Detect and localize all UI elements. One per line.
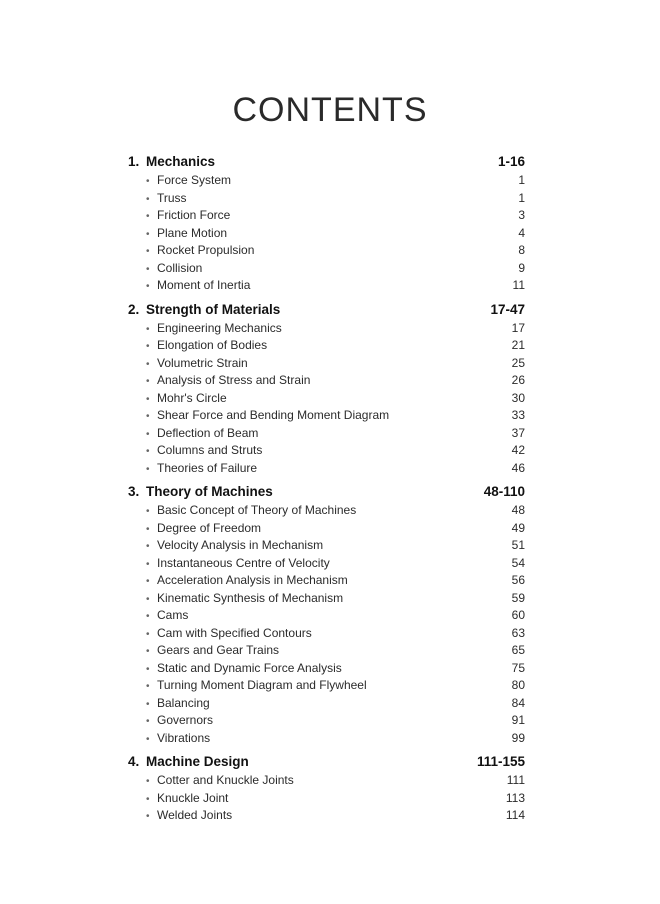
topic-entry [128,772,294,791]
bullet-icon: • [146,698,150,710]
topic-entry [128,320,282,339]
topic-row [128,207,525,225]
page-title: CONTENTS [232,91,428,129]
topic-entry [128,460,257,479]
topic-row [128,225,525,243]
bullet-icon: • [146,576,150,587]
topic-page-number: 63 [511,625,525,640]
bullet-icon: • [146,176,150,187]
bullet-icon: • [146,506,150,517]
topic-row [128,772,525,790]
topic-name: Cotter and Knuckle Joints [157,773,294,787]
topic-page-number: 46 [511,460,525,475]
topic-row [128,660,525,678]
topic-name: Mohr's Circle [157,390,227,405]
topic-page-number: 84 [511,695,525,710]
topic-page-number: 111 [506,773,525,787]
topic-name: Balancing [157,695,210,710]
bullet-icon: • [146,446,150,457]
topic-entry [128,572,348,591]
topic-page-number: 91 [511,713,525,727]
topic-page-number: 4 [518,225,525,240]
bullet-icon: • [146,611,150,622]
topic-page-number: 60 [511,608,525,622]
topic-row [128,712,525,730]
topic-name: Acceleration Analysis in Mechanism [157,573,348,587]
bullet-icon: • [146,628,150,640]
chapter-number: 4. [128,754,140,769]
bullet-icon: • [146,376,150,387]
topic-row [128,407,525,425]
topic-name: Shear Force and Bending Moment Diagram [157,408,390,422]
topic-row [128,520,525,538]
topic-page-number: 25 [511,355,525,370]
topic-page-number: 9 [518,260,525,275]
topic-row [128,190,525,208]
topic-entry [128,660,342,679]
chapter-section [128,300,525,478]
topic-entry [128,807,232,826]
bullet-icon: • [146,463,150,475]
bullet-icon: • [146,193,150,205]
bullet-icon: • [146,411,150,422]
topic-row [128,425,525,443]
topic-row [128,277,525,295]
chapter-section [128,482,525,747]
topic-entry [128,442,262,461]
chapter-page-range: 48-110 [483,484,525,499]
bullet-icon: • [146,211,150,222]
topic-row [128,695,525,713]
topic-page-number: 80 [511,678,525,692]
topic-name: Rocket Propulsion [157,243,255,257]
topic-name: Static and Dynamic Force Analysis [157,660,342,675]
topic-row [128,337,525,355]
bullet-icon: • [146,558,150,570]
topic-row [128,590,525,608]
topic-page-number: 3 [518,208,525,222]
topic-page-number: 51 [511,538,525,552]
topic-entry [128,537,323,556]
topic-page-number: 75 [511,660,525,675]
bullet-icon: • [146,428,150,440]
bullet-icon: • [146,681,150,692]
topic-row [128,320,525,338]
topic-row [128,242,525,260]
topic-page-number: 65 [511,643,525,657]
topic-page-number: 56 [511,573,525,587]
topic-name: Cam with Specified Contours [157,625,312,640]
bullet-icon: • [146,263,150,275]
topic-row [128,642,525,660]
topic-row [128,390,525,408]
topic-name: Moment of Inertia [157,278,251,292]
topic-page-number: 26 [511,373,525,387]
topic-name: Friction Force [157,208,231,222]
topic-row [128,260,525,278]
chapter-name: Theory of Machines [146,484,273,499]
topic-name: Truss [157,190,187,205]
chapter-name: Mechanics [146,154,216,169]
topic-page-number: 17 [511,320,525,335]
chapter-title [128,482,273,502]
topic-name: Vibrations [157,730,211,745]
topic-row [128,460,525,478]
chapter-number: 3. [128,484,140,499]
chapter-page-range: 111-155 [476,754,525,769]
chapter-title [128,300,280,320]
bullet-icon: • [146,228,150,240]
topic-name: Theories of Failure [157,460,258,475]
chapter-section [128,752,525,825]
topic-page-number: 59 [511,590,525,605]
chapter-number: 2. [128,301,140,317]
chapter-page-range: 17-47 [490,301,525,317]
topic-name: Plane Motion [157,225,228,240]
topic-row [128,790,525,808]
topic-page-number: 48 [511,503,525,517]
topic-name: Basic Concept of Theory of Machines [157,503,357,517]
chapter-number: 1. [128,154,140,169]
topic-row [128,625,525,643]
topic-page-number: 1 [518,190,525,205]
chapter-title [128,752,249,772]
topic-entry [128,520,261,539]
bullet-icon: • [146,523,150,535]
topic-page-number: 99 [511,730,525,745]
bullet-icon: • [146,716,150,727]
topic-row [128,537,525,555]
topic-entry [128,207,230,226]
topic-name: Force System [157,173,232,187]
topic-name: Velocity Analysis in Mechanism [157,538,324,552]
topic-row [128,607,525,625]
topic-row [128,677,525,695]
topic-row [128,807,525,825]
topic-entry [128,555,330,574]
topic-entry [128,172,231,191]
topic-row [128,372,525,390]
topic-page-number: 114 [505,808,525,822]
topic-page-number: 37 [511,425,525,440]
topic-name: Deflection of Beam [157,425,259,440]
chapter-name: Strength of Materials [146,301,281,317]
bullet-icon: • [146,733,150,745]
topic-page-number: 33 [511,408,525,422]
topic-entry [128,390,227,409]
topic-name: Instantaneous Centre of Velocity [157,555,330,570]
topic-name: Cams [157,608,189,622]
topic-entry [128,337,267,356]
topic-entry [128,425,258,444]
chapter-heading [128,300,525,320]
topic-name: Turning Moment Diagram and Flywheel [157,678,367,692]
topic-entry [128,372,310,391]
bullet-icon: • [146,281,150,292]
topic-entry [128,730,210,749]
table-of-contents [128,152,525,825]
chapter-page-range: 1-16 [497,154,525,169]
chapter-title [128,152,215,172]
bullet-icon: • [146,811,150,822]
topic-page-number: 30 [511,390,525,405]
topic-entry [128,190,187,209]
topic-name: Collision [157,260,203,275]
topic-entry [128,790,228,809]
topic-name: Welded Joints [157,808,233,822]
topic-entry [128,407,389,426]
topic-name: Volumetric Strain [157,355,248,370]
chapter-name: Machine Design [146,754,249,769]
topic-name: Governors [157,713,214,727]
topic-entry [128,642,279,661]
topic-row [128,442,525,460]
bullet-icon: • [146,663,150,675]
topic-name: Columns and Struts [157,443,263,457]
topic-page-number: 113 [505,790,525,805]
topic-page-number: 42 [511,443,525,457]
chapter-heading [128,152,525,172]
topic-entry [128,225,227,244]
topic-row [128,555,525,573]
topic-entry [128,607,188,626]
topic-page-number: 1 [518,173,525,187]
bullet-icon: • [146,341,150,352]
topic-page-number: 11 [512,278,525,292]
topic-name: Elongation of Bodies [157,338,268,352]
topic-row [128,355,525,373]
bullet-icon: • [146,776,150,787]
bullet-icon: • [146,323,150,335]
bullet-icon: • [146,358,150,370]
topic-entry [128,625,312,644]
topic-row [128,730,525,748]
bullet-icon: • [146,593,150,605]
topic-name: Knuckle Joint [157,790,229,805]
bullet-icon: • [146,793,150,805]
topic-entry [128,677,367,696]
topic-page-number: 21 [511,338,525,352]
topic-name: Gears and Gear Trains [157,643,280,657]
bullet-icon: • [146,393,150,405]
chapter-heading [128,482,525,502]
topic-entry [128,242,254,261]
chapter-heading [128,752,525,772]
topic-entry [128,502,356,521]
topic-page-number: 54 [511,555,525,570]
topic-entry [128,260,202,279]
topic-entry [128,695,210,714]
topic-name: Kinematic Synthesis of Mechanism [157,590,344,605]
topic-page-number: 8 [518,243,525,257]
bullet-icon: • [146,246,150,257]
chapter-section [128,152,525,295]
topic-entry [128,355,248,374]
bullet-icon: • [146,541,150,552]
topic-page-number: 49 [511,520,525,535]
bullet-icon: • [146,646,150,657]
topic-name: Engineering Mechanics [157,320,282,335]
topic-name: Degree of Freedom [157,520,262,535]
topic-row [128,502,525,520]
topic-entry [128,277,250,296]
topic-entry [128,590,343,609]
topic-name: Analysis of Stress and Strain [157,373,311,387]
topic-entry [128,712,213,731]
topic-row [128,572,525,590]
topic-row [128,172,525,190]
